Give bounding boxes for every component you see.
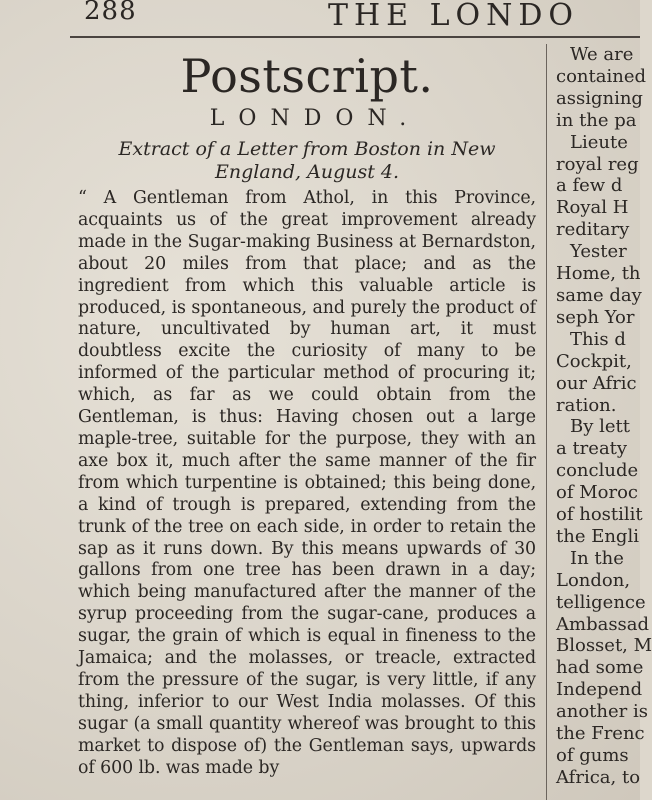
right-column-line: Yester <box>570 241 627 263</box>
right-column-line: of gums <box>556 745 629 766</box>
right-column-line: We are <box>570 44 634 65</box>
right-column-line: same day <box>556 284 642 306</box>
right-column-line: Home, th <box>556 263 641 285</box>
right-column-line: London, <box>556 569 631 591</box>
right-column-line: telligence <box>556 591 646 613</box>
article-body: “ A Gentleman from Athol, in this Province, acquaints us of the great improvement already made in the Sugar-making Business at Bernardston, about 20 miles from that place; and as the ingredient from which this valuable article is produced, is spontaneous, and purely the product of nature, uncultivated by human art, it must doubtless excite the curiosity of many to be informed of the particular method of procuring it; which, as far as we could obtain from the Gentleman, is thus: Having chosen out a large maple-tree, suitable for the purpose, they with an axe box it, much after the same manner of the fir from which turpentine is obtained; this being done, a kind of trough is prepared, extending from the trunk of the tree on each side, in order to retain the sap as it runs down. By this means upwards of 30 gallons from one tree has been drawn in a day; which being manufactured after the manner of the syrup proceeding from the sugar-cane, produces a sugar, the grain of which is equal in fineness to the Jamaica; and the molasses, or treacle, extracted from the pressure of the sugar, is very little, if any thing, inferior to our West India molasses. Of this sugar (a small quantity whereof was brought to this market to dispose of) the Gentleman says, upwards of 600 lb. was made by <box>78 188 536 778</box>
right-column-line: This d <box>570 328 626 350</box>
right-column-line: reditary <box>556 219 630 241</box>
right-column-line: Independ <box>556 679 643 701</box>
right-column-line: ration. <box>556 394 617 416</box>
page-number: 288 <box>84 0 137 26</box>
right-column-line: another is <box>556 701 648 723</box>
right-column-line: in the pa <box>556 109 637 131</box>
dateline: LONDON. <box>209 106 421 131</box>
masthead-title: THE LONDO <box>328 0 580 33</box>
right-column-line: of hostilit <box>556 504 643 526</box>
extract-heading: Extract of a Letter from Boston in New England, August 4. <box>118 138 496 183</box>
right-column-line: By lett <box>570 416 630 438</box>
right-column-line: In the <box>570 547 624 569</box>
right-column-line: Lieute <box>570 131 628 153</box>
right-column-line: Royal H <box>556 197 629 219</box>
right-column-line: a treaty <box>556 438 628 460</box>
right-column-line: seph Yor <box>556 306 635 328</box>
right-column-line: had some <box>556 657 644 679</box>
right-column-line: the Engli <box>556 525 639 547</box>
right-column-line: the Frenc <box>556 723 645 745</box>
right-column-line: Blosset, M <box>556 635 652 657</box>
main-column <box>78 44 536 779</box>
right-column-line: assigning <box>556 87 643 109</box>
right-column-line: conclude <box>556 460 639 482</box>
column-rule <box>546 44 547 800</box>
right-column-line: royal reg <box>556 153 639 175</box>
right-column-line: our Afric <box>556 372 637 394</box>
right-column-line: Ambassad <box>556 613 650 635</box>
postscript-heading: Postscript. <box>180 49 434 103</box>
right-column-line: Cockpit, <box>556 350 632 372</box>
right-column-line: contained <box>556 65 646 87</box>
header-rule <box>70 36 640 38</box>
right-column-line: a few d <box>556 175 623 197</box>
right-column <box>556 44 652 789</box>
right-column-line: Africa, to <box>556 766 641 788</box>
right-column-line: of Moroc <box>556 482 639 504</box>
